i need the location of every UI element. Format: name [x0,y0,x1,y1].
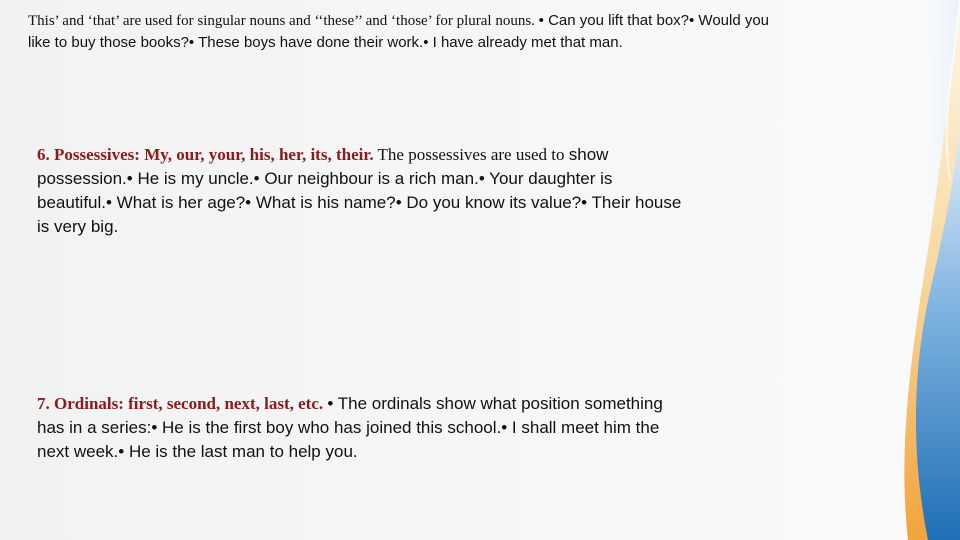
text-block-demonstratives [28,10,788,54]
ordinals-heading: 7. Ordinals: first, second, next, last, etc. [37,394,324,413]
possessives-heading: 6. Possessives: My, our, your, his, her, its, their. [37,145,374,164]
decorative-wave-graphic [800,0,960,540]
text-block-possessives [37,143,682,239]
possessives-examples-text: show possession.• He is my uncle.• Our neighbour is a rich man.• Your daughter is beautiful.• What is her age?• What is his name?• Do you know its value?• Their house is very big. [37,145,682,236]
possessives-rule-text: The possessives are used to [373,145,565,164]
text-block-ordinals [37,392,667,464]
demonstratives-rule-text: This’ and ‘that’ are used for singular nouns and ‘‘these’’ and ‘those’ for plural nouns. [28,13,535,29]
ordinals-examples-text: • The ordinals show what position something has in a series:• He is the first boy who has joined this school.• I shall meet him the next week.• He is the last man to help you. [37,394,663,461]
demonstratives-examples-text: • Can you lift that box?• Would you like to buy those books?• These boys have done their work.• I have already met that man. [28,12,770,51]
